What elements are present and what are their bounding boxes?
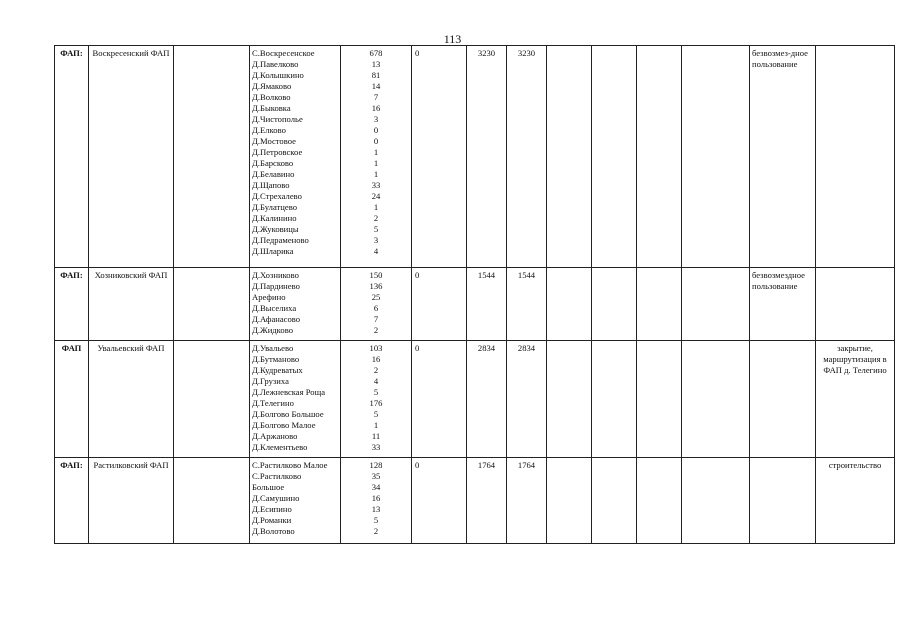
population-value: 5 [373, 387, 379, 397]
settlement-name: Д.Елково [252, 125, 286, 135]
empty-cell [592, 268, 637, 341]
value-1: 3230 [467, 46, 507, 268]
empty-cell [682, 458, 750, 544]
settlement-name: Д.Хозниково [252, 270, 299, 280]
empty-cell [592, 341, 637, 458]
settlement-name: Д.Калинино [252, 213, 297, 223]
population-value: 5 [373, 224, 379, 234]
population-value: 1 [373, 202, 379, 212]
value-2: 1764 [507, 458, 547, 544]
settlement-name: Д.Белавино [252, 169, 295, 179]
empty-cell [637, 341, 682, 458]
population-value: 4 [373, 376, 379, 386]
settlement-name: Д.Телегино [252, 398, 294, 408]
settlement-name: Д.Щапово [252, 180, 290, 190]
plan-action: закрытие, маршрутизация в ФАП д. Телегино [816, 341, 895, 458]
plan-action: строительство [816, 458, 895, 544]
population-value: 16 [371, 354, 381, 364]
settlement-name: Д.Болгово Малое [252, 420, 316, 430]
population-value: 11 [371, 431, 381, 441]
empty-cell [547, 341, 592, 458]
population-value: 25 [371, 292, 381, 302]
empty-cell [174, 341, 250, 458]
usage-condition: безвозмездное пользование [750, 268, 816, 341]
settlement-name: Д.Грузиха [252, 376, 289, 386]
settlements-cell [250, 341, 341, 458]
settlement-name: Д.Колышкино [252, 70, 304, 80]
empty-cell [547, 268, 592, 341]
population-value: 1 [373, 169, 379, 179]
value-2: 1544 [507, 268, 547, 341]
population-value: 4 [373, 246, 379, 256]
empty-cell [174, 46, 250, 268]
population-cell [341, 341, 412, 458]
facility-name: Увальевский ФАП [89, 341, 174, 458]
settlement-name: Д.Пардинево [252, 281, 300, 291]
settlement-name: Д.Афанасово [252, 314, 301, 324]
settlement-name: Д.Самушино [252, 493, 300, 503]
empty-cell [682, 46, 750, 268]
settlement-name: Д.Лежневская Роща [252, 387, 326, 397]
settlement-name: Д.Выселиха [252, 303, 297, 313]
population-value: 13 [371, 59, 381, 69]
settlement-name: Д.Волково [252, 92, 291, 102]
value-1: 2834 [467, 341, 507, 458]
empty-cell [592, 46, 637, 268]
settlements-cell [250, 268, 341, 341]
facility-name: Воскресенский ФАП [89, 46, 174, 268]
population-value: 14 [371, 81, 381, 91]
settlement-name: Д.Бутманово [252, 354, 300, 364]
population-value: 103 [369, 343, 383, 353]
population-value: 16 [371, 103, 381, 113]
plan-action [816, 268, 895, 341]
settlement-name: Большое [252, 482, 285, 492]
settlement-name: Д.Ямаково [252, 81, 292, 91]
usage-condition [750, 341, 816, 458]
population-value: 1 [373, 158, 379, 168]
value-1: 1544 [467, 268, 507, 341]
population-value: 5 [373, 409, 379, 419]
settlement-name: Д.Педраменово [252, 235, 309, 245]
facility-type: ФАП: [55, 458, 89, 544]
facility-name: Растилковский ФАП [89, 458, 174, 544]
settlement-name: Д.Жуковицы [252, 224, 299, 234]
empty-cell [637, 268, 682, 341]
settlement-name: Д.Романки [252, 515, 292, 525]
empty-cell [547, 46, 592, 268]
settlement-name: Д.Павелково [252, 59, 299, 69]
settlement-name: Д.Болгово Большое [252, 409, 324, 419]
facility-type: ФАП: [55, 268, 89, 341]
page-number: 113 [443, 32, 462, 46]
settlement-name: Д.Быковка [252, 103, 291, 113]
population-value: 2 [373, 526, 379, 536]
population-value: 24 [371, 191, 381, 201]
settlement-name: Д.Стрехалево [252, 191, 302, 201]
zero-value: 0 [412, 458, 467, 544]
settlement-name: С.Воскресенское [252, 48, 315, 58]
zero-value: 0 [412, 46, 467, 268]
usage-condition: безвозмез-дное пользование [750, 46, 816, 268]
settlement-name: Д.Шларика [252, 246, 294, 256]
settlement-name: Д.Барсково [252, 158, 294, 168]
population-value: 34 [371, 482, 381, 492]
facility-type: ФАП [55, 341, 89, 458]
settlement-name: Д.Аржаново [252, 431, 298, 441]
population-value: 35 [371, 471, 381, 481]
population-value: 13 [371, 504, 381, 514]
settlement-name: Д.Булатцево [252, 202, 297, 212]
facility-name: Хозниковский ФАП [89, 268, 174, 341]
empty-cell [174, 268, 250, 341]
empty-cell [637, 458, 682, 544]
settlement-name: Д.Волотово [252, 526, 295, 536]
empty-cell [682, 268, 750, 341]
population-value: 2 [373, 365, 379, 375]
population-cell [341, 268, 412, 341]
usage-condition [750, 458, 816, 544]
zero-value: 0 [412, 341, 467, 458]
empty-cell [174, 458, 250, 544]
settlement-name: Арефино [252, 292, 286, 302]
population-value: 81 [371, 70, 381, 80]
population-cell [341, 46, 412, 268]
population-value: 16 [371, 493, 381, 503]
facility-type: ФАП: [55, 46, 89, 268]
settlement-name: Д.Мостовое [252, 136, 296, 146]
population-value: 176 [369, 398, 383, 408]
population-value: 128 [369, 460, 383, 470]
population-value: 1 [373, 147, 379, 157]
empty-cell [547, 458, 592, 544]
population-value: 33 [371, 442, 381, 452]
settlement-name: С.Растилково Малое [252, 460, 328, 470]
population-value: 1 [373, 420, 379, 430]
settlements-cell [250, 458, 341, 544]
settlement-name: Д.Кудреватых [252, 365, 303, 375]
population-value: 3 [373, 114, 379, 124]
settlement-name: С.Растилково [252, 471, 302, 481]
value-2: 3230 [507, 46, 547, 268]
plan-action [816, 46, 895, 268]
table-row [55, 46, 895, 268]
empty-cell [682, 341, 750, 458]
table-row [55, 341, 895, 458]
settlement-name: Д.Клементьево [252, 442, 308, 452]
population-value: 0 [373, 125, 379, 135]
population-value: 2 [373, 325, 379, 335]
table-body [55, 46, 895, 544]
population-value: 0 [373, 136, 379, 146]
table-row [55, 458, 895, 544]
table-row [55, 268, 895, 341]
population-value: 5 [373, 515, 379, 525]
settlement-name: Д.Увальево [252, 343, 294, 353]
empty-cell [637, 46, 682, 268]
population-value: 3 [373, 235, 379, 245]
settlement-name: Д.Чистополье [252, 114, 303, 124]
population-value: 678 [369, 48, 383, 58]
zero-value: 0 [412, 268, 467, 341]
population-cell [341, 458, 412, 544]
settlements-cell [250, 46, 341, 268]
value-1: 1764 [467, 458, 507, 544]
facility-table [54, 45, 895, 544]
value-2: 2834 [507, 341, 547, 458]
settlement-name: Д.Петровское [252, 147, 303, 157]
population-value: 33 [371, 180, 381, 190]
population-value: 136 [369, 281, 383, 291]
population-value: 7 [373, 314, 379, 324]
population-value: 7 [373, 92, 379, 102]
population-value: 2 [373, 213, 379, 223]
population-value: 150 [369, 270, 383, 280]
population-value: 6 [373, 303, 379, 313]
settlement-name: Д.Жидково [252, 325, 294, 335]
empty-cell [592, 458, 637, 544]
settlement-name: Д.Есипино [252, 504, 292, 514]
